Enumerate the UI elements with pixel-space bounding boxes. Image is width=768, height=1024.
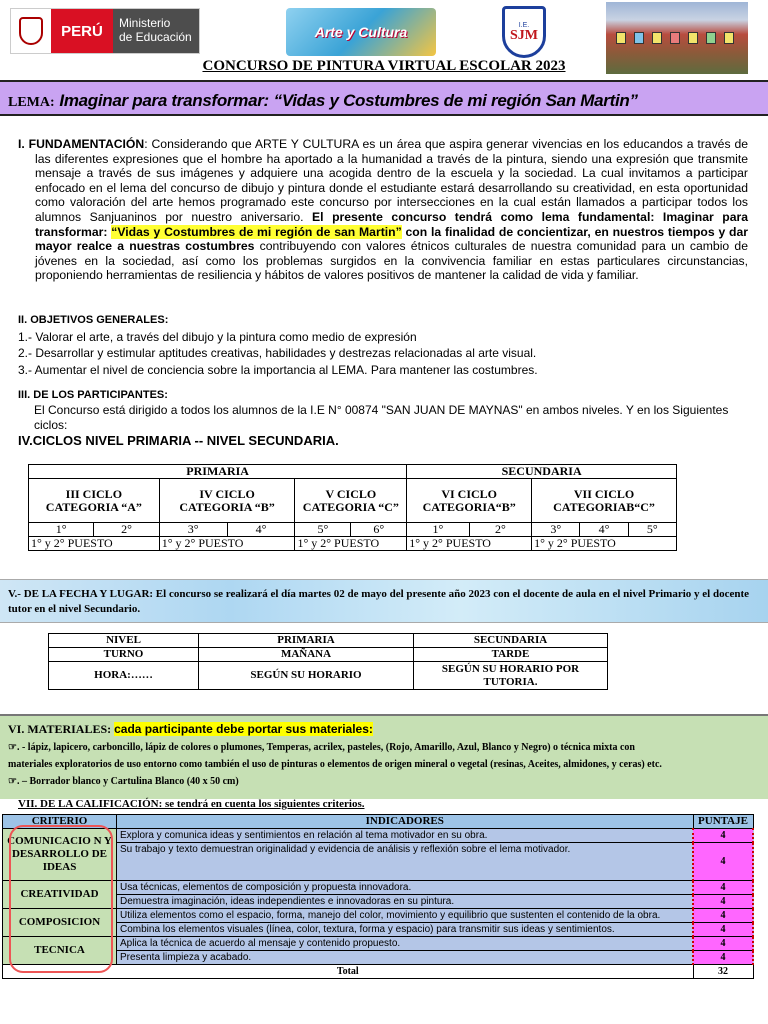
participantes-section <box>18 388 758 433</box>
indicador-cell: Aplica la técnica de acuerdo al mensaje y contenido propuesto. <box>117 937 694 951</box>
grado-cell: 5° <box>295 523 351 537</box>
arte-cultura-logo: Arte y Cultura <box>286 8 436 56</box>
puesto-cell: 1° y 2° PUESTO <box>532 537 677 551</box>
grado-cell: 1° <box>407 523 469 537</box>
materiales-band <box>0 714 768 799</box>
grado-cell: 5° <box>628 523 676 537</box>
grado-cell: 6° <box>351 523 407 537</box>
puntaje-cell: 4 <box>693 829 753 843</box>
puntaje-cell: 4 <box>693 895 753 909</box>
secundaria-header: SECUNDARIA <box>407 465 677 479</box>
horario-table <box>48 633 608 690</box>
objetivo-item: 1.- Valorar el arte, a través del dibujo y la pintura como medio de expresión <box>18 329 417 344</box>
objetivos-section <box>18 312 758 378</box>
peru-label: PERÚ <box>51 9 113 53</box>
indicador-cell: Su trabajo y texto demuestran originalidad y evidencia de análisis y reflexión sobre el lema motivador. <box>117 843 694 881</box>
ciclos-heading: IV.CICLOS NIVEL PRIMARIA -- NIVEL SECUNDARIA. <box>18 433 339 448</box>
indicador-cell: Explora y comunica ideas y sentimientos en relación al tema motivador en su obra. <box>117 829 694 843</box>
puesto-cell: 1° y 2° PUESTO <box>407 537 532 551</box>
puntaje-cell: 4 <box>693 951 753 965</box>
objetivos-heading: II. OBJETIVOS GENERALES: <box>18 314 169 326</box>
lema-band <box>0 80 768 116</box>
total-label: Total <box>3 965 694 979</box>
ciclo-cell: IV CICLO CATEGORIA “B” <box>159 479 295 523</box>
puntaje-cell: 4 <box>693 937 753 951</box>
grado-cell: 2° <box>469 523 531 537</box>
col-indicadores: INDICADORES <box>117 815 694 829</box>
horario-cell: HORA:…… <box>49 662 199 690</box>
total-value: 32 <box>693 965 753 979</box>
horario-cell: MAÑANA <box>199 648 414 662</box>
fundamentacion-section: I. FUNDAMENTACIÓN: Considerando que ARTE Y CULTURA es un área que aspira generar vivencias en los educandos a través de las diferentes expresiones que el hombre ha aportado a la humanidad a través de la pintura, siendo una expresión que transmite mensaje a través de sus imágenes y adquiere una acogida dentro de la escuela y la sociedad. La cual invitamos a participar enfocado en el lema del concurso de dibujo y pintura donde el estudiante estará desarrollando su creatividad, en esta oportunidad como valoración del arte hemos programado este concurso por intersecciones en la cual están llamados a participar todos los alumnos Sanjuaninos por nuestro aniversario. El presente concurso tendrá como lema fundamental: Imaginar para transformar: “Vidas y Costumbres de mi región de san Martin” con la finalidad de concientizar, en nuestros tiempos y dar mayor realce a nuestras costumbres contribuyendo con valores étnicos culturales de nuestra comunidad para un cambio de jóvenes en la sociedad, así como los problemas surgidos en la convivencia familiar en estas particulares circunstancias, proponiendo herramientas de resiliencia y hábitos de valores positivos de mantener la calidad de vida y familiar. <box>18 137 749 283</box>
criterio-cell: TECNICA <box>3 937 117 965</box>
participantes-body: El Concurso está dirigido a todos los alumnos de la I.E N° 00874 "SAN JUAN DE MAYNAS" en ambos niveles. Y en los Siguientes ciclos: <box>34 403 729 432</box>
grado-cell: 3° <box>159 523 227 537</box>
horario-cell: TARDE <box>414 648 608 662</box>
criterio-cell: COMUNICACIO N Y DESARROLLO DE IDEAS <box>3 829 117 881</box>
grado-cell: 2° <box>94 523 159 537</box>
horario-cell: SEGÚN SU HORARIO <box>199 662 414 690</box>
grado-cell: 1° <box>29 523 94 537</box>
highlighted-lema: “Vidas y Costumbres de mi región de san Martin” <box>111 224 402 239</box>
grado-cell: 3° <box>532 523 580 537</box>
indicador-cell: Presenta limpieza y acabado. <box>117 951 694 965</box>
indicador-cell: Demuestra imaginación, ideas independientes e innovadoras en su pintura. <box>117 895 694 909</box>
grado-cell: 4° <box>580 523 628 537</box>
puntaje-cell: 4 <box>693 923 753 937</box>
criterio-cell: COMPOSICION <box>3 909 117 937</box>
horario-cell: NIVEL <box>49 634 199 648</box>
horario-cell: PRIMARIA <box>199 634 414 648</box>
puesto-cell: 1° y 2° PUESTO <box>29 537 160 551</box>
ciclo-cell: VI CICLO CATEGORIA“B” <box>407 479 532 523</box>
calificacion-heading: VII. DE LA CALIFICACIÓN: se tendrá en cuenta los siguientes criterios. <box>18 798 365 810</box>
ciclo-cell: III CICLO CATEGORIA “A” <box>29 479 160 523</box>
puesto-cell: 1° y 2° PUESTO <box>159 537 295 551</box>
primaria-header: PRIMARIA <box>29 465 407 479</box>
fundamentacion-heading: I. FUNDAMENTACIÓN <box>18 137 145 151</box>
criterio-cell: CREATIVIDAD <box>3 881 117 909</box>
puesto-cell: 1° y 2° PUESTO <box>295 537 407 551</box>
page-title: CONCURSO DE PINTURA VIRTUAL ESCOLAR 2023 <box>202 58 566 74</box>
fecha-lugar-band: V.- DE LA FECHA Y LUGAR: El concurso se realizará el día martes 02 de mayo del presente año 2023 con el docente de aula en el nivel Primario y el docente tutor en el nivel Secundario. <box>0 579 768 623</box>
materiales-line: ☞. - lápiz, lapicero, carboncillo, lápiz de colores o plumones, Temperas, acrilex, pasteles, (Rojo, Amarillo, Azul, Blanco y Negro) o técnica mixta con <box>8 742 635 753</box>
calificacion-table <box>2 814 754 979</box>
lema-text-b: “Vidas y Costumbres de mi región San Martin” <box>273 91 638 110</box>
puntaje-cell: 4 <box>693 843 753 881</box>
grado-cell: 4° <box>227 523 295 537</box>
lema-text-a: Imaginar para transformar: <box>59 91 269 110</box>
indicador-cell: Usa técnicas, elementos de composición y propuesta innovadora. <box>117 881 694 895</box>
indicador-cell: Utiliza elementos como el espacio, forma, manejo del color, movimiento y equilibrio que sustenten el contenido de la obra. <box>117 909 694 923</box>
ciclo-cell: V CICLO CATEGORIA “C” <box>295 479 407 523</box>
school-crest-logo: I.E. SJM <box>502 6 546 58</box>
peru-shield-icon <box>11 9 51 53</box>
col-puntaje: PUNTAJE <box>693 815 753 829</box>
horario-cell: TURNO <box>49 648 199 662</box>
lema-label: LEMA: <box>8 95 55 110</box>
minedu-logo <box>10 8 200 54</box>
horario-cell: SEGÚN SU HORARIO POR TUTORIA. <box>414 662 608 690</box>
participantes-heading: III. DE LOS PARTICIPANTES: <box>18 389 168 401</box>
objetivo-item: 2.- Desarrollar y estimular aptitudes creativas, habilidades y destrezas relacionadas al arte visual. <box>18 346 537 360</box>
ministry-label: Ministerio de Educación <box>113 9 199 53</box>
header-logos <box>0 0 768 64</box>
materiales-line: ☞. – Borrador blanco y Cartulina Blanco (40 x 50 cm) <box>8 776 239 787</box>
ciclo-cell: VII CICLO CATEGORIAB“C” <box>532 479 677 523</box>
col-criterio: CRITERIO <box>3 815 117 829</box>
puntaje-cell: 4 <box>693 909 753 923</box>
ciclos-table <box>28 464 677 551</box>
indicador-cell: Combina los elementos visuales (línea, color, textura, forma y espacio) para transmitir sus ideas y sentimientos. <box>117 923 694 937</box>
materiales-heading: VI. MATERIALES: <box>8 722 115 736</box>
materiales-highlight: cada participante debe portar sus materiales: <box>114 722 373 736</box>
objetivo-item: 3.- Aumentar el nivel de conciencia sobre la importancia al LEMA. Para mantener las costumbres. <box>18 362 538 377</box>
horario-cell: SECUNDARIA <box>414 634 608 648</box>
materiales-line: materiales exploratorios de uso entorno como también el uso de pinturas o elementos de origen mineral o vegetal (resinas, Aceites, almidones, y ceras) etc. <box>8 759 662 770</box>
puntaje-cell: 4 <box>693 881 753 895</box>
